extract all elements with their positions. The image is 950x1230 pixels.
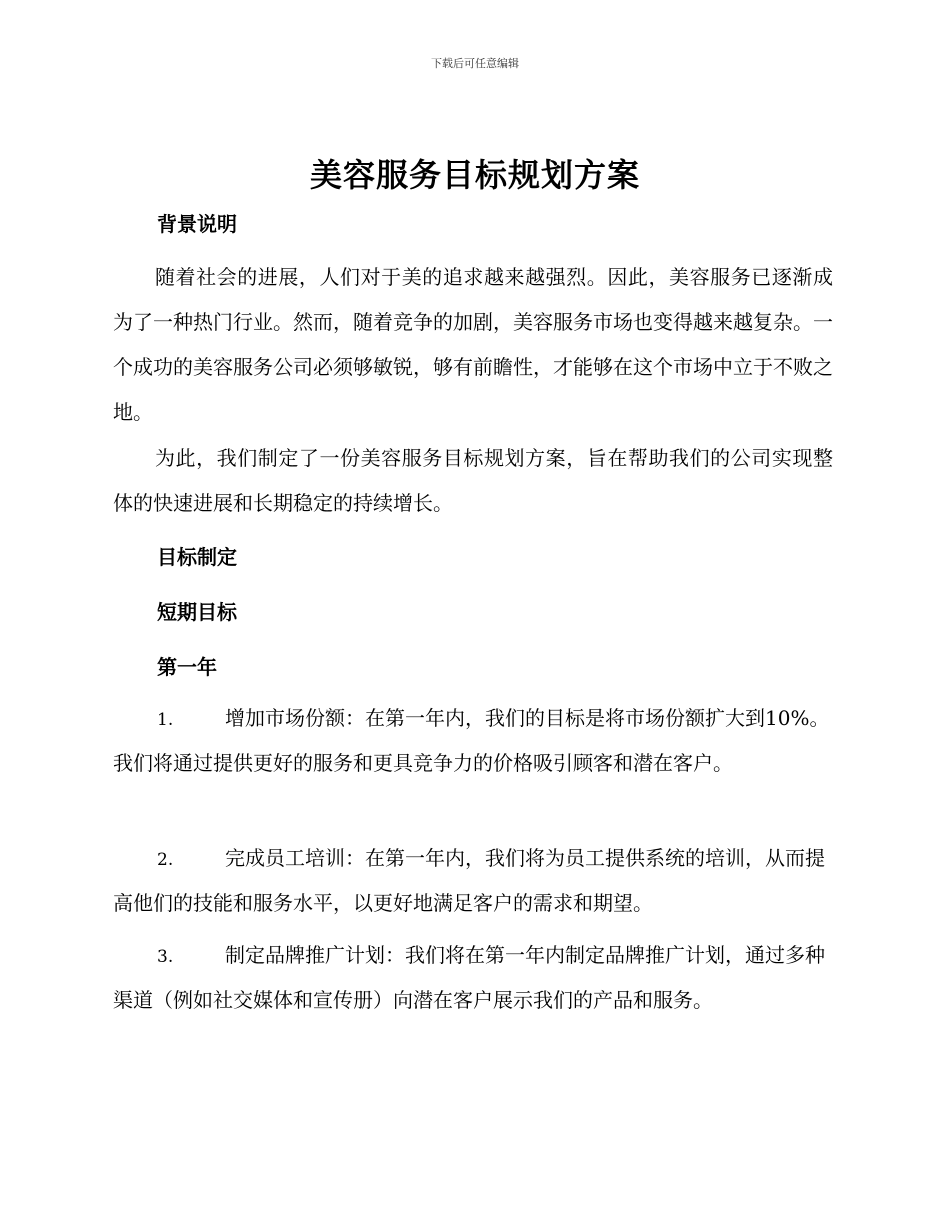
list-item (113, 837, 833, 925)
header-note: 下载后可任意编辑 (431, 57, 519, 70)
list-item-text: 完成员工培训：在第一年内，我们将为员工提供系统的培训，从而提高他们的技能和服务水平，以更好地满足客户的需求和期望。 (113, 846, 825, 915)
section-heading-first-year: 第一年 (157, 655, 217, 679)
section-heading-background: 背景说明 (157, 212, 237, 236)
list-item (113, 697, 833, 785)
section-heading-goals: 目标制定 (157, 545, 237, 569)
list-item-number: 1. (157, 710, 174, 730)
background-paragraph-2: 为此，我们制定了一份美容服务目标规划方案，旨在帮助我们的公司实现整体的快速进展和长期稳定的持续增长。 (113, 446, 833, 515)
list-item-number: 2. (157, 850, 174, 870)
background-paragraph-1: 随着社会的进展，人们对于美的追求越来越强烈。因此，美容服务已逐渐成为了一种热门行业。然而，随着竞争的加剧，美容服务市场也变得越来越复杂。一个成功的美容服务公司必须够敏锐，够有前瞻性，才能够在这个市场中立于不败之地。 (113, 265, 833, 424)
list-item-text: 制定品牌推广计划：我们将在第一年内制定品牌推广计划，通过多种渠道（例如社交媒体和宣传册）向潜在客户展示我们的产品和服务。 (113, 943, 825, 1012)
list-item-text: 增加市场份额：在第一年内，我们的目标是将市场份额扩大到10%。我们将通过提供更好的服务和更具竞争力的价格吸引顾客和潜在客户。 (113, 706, 830, 775)
list-item (113, 934, 833, 1022)
section-heading-short-term: 短期目标 (157, 600, 237, 624)
document-title: 美容服务目标规划方案 (309, 156, 640, 194)
list-item-number: 3. (157, 947, 174, 967)
